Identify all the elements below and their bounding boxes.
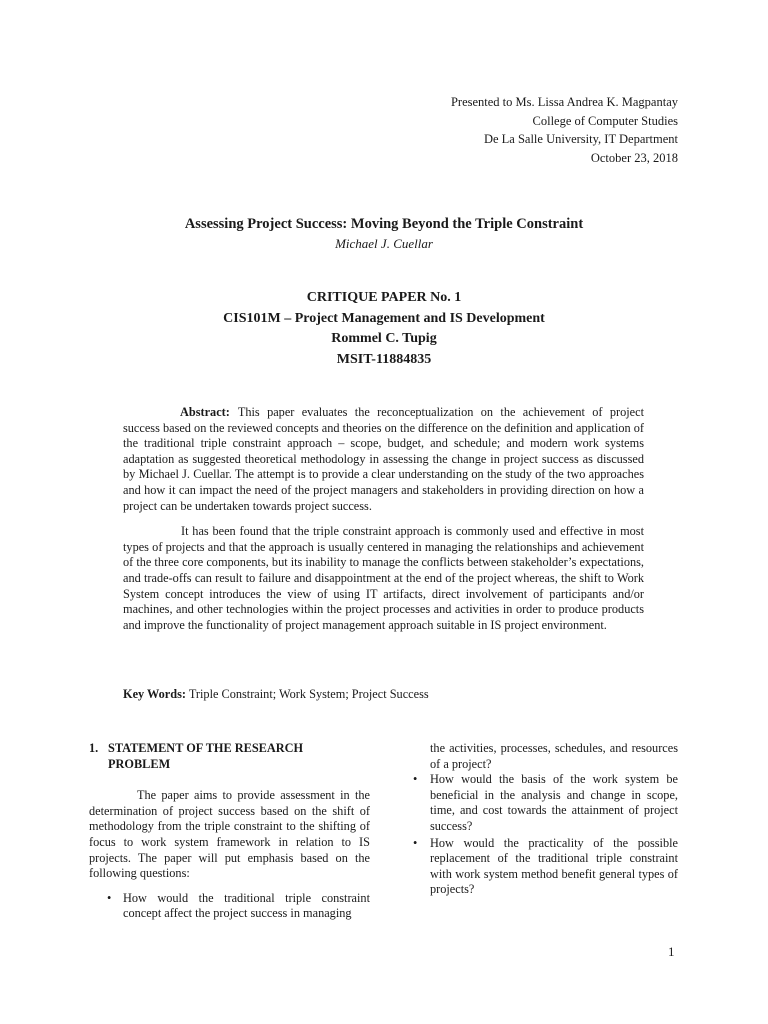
student-id: MSIT-11884835 [336, 351, 432, 367]
critique-number: CRITIQUE PAPER No. 1 [306, 290, 462, 305]
date-line: October 23, 2018 [590, 150, 678, 165]
critique-block [0, 288, 768, 370]
bullet-icon: • [413, 835, 418, 850]
course-title: CIS101M – Project Management and IS Development [223, 310, 545, 326]
list-item [413, 772, 678, 834]
bullet-icon: • [107, 890, 112, 905]
section-heading [89, 741, 370, 772]
section-title: STATEMENT OF THE RESEARCH PROBLEM [108, 741, 304, 771]
question-list-right [413, 772, 678, 898]
list-item [413, 836, 678, 898]
list-item [89, 891, 370, 922]
student-name: Rommel C. Tupig [331, 331, 437, 346]
question-2: How would the basis of the work system be beneficial in the analysis and change in scope, time, and cost towards the attainment of project success? [430, 772, 678, 833]
paper-author: Michael J. Cuellar [335, 236, 433, 251]
presented-to-line: Presented to Ms. Lissa Andrea K. Magpantay [450, 95, 678, 109]
keywords-text: Triple Constraint; Work System; Project Success [188, 687, 429, 701]
keywords-line [123, 687, 429, 702]
section-number: 1. [89, 741, 99, 755]
question-1-continued: the activities, processes, schedules, and resources of a project? [430, 741, 678, 771]
page-number: 1 [668, 944, 675, 959]
bullet-icon: • [413, 772, 418, 787]
question-3: How would the practicality of the possible replacement of the traditional triple constraint with work system method benefit general types of projects? [430, 835, 678, 897]
abstract-paragraph-2: It has been found that the triple constraint approach is commonly used and effective in most types of projects and that the approach is usually centered in managing the relationships and achievement of the three core components, but its inability to manage the conflicts between stakeholder’s expectations, and trade-offs can result to failure and disappointment at the end of the project whereas, the shift to Work System concept introduces the view of using IT artifacts, direct involvement of participants and/or machines, and other technologies within the project processes and activities in order to produce products and improve the functionality of project management approach suitable in IS project environment. [123, 524, 644, 632]
university-line: De La Salle University, IT Department [483, 132, 678, 146]
left-column [89, 741, 370, 923]
section-paragraph: The paper aims to provide assessment in the determination of project success based on the shift of methodology from the triple constraint to the shifting of focus to work system framework in relation to IS projects. The paper will put emphasis based on the following questions: [89, 788, 370, 881]
right-column [413, 741, 678, 899]
keywords-label: Key Words: [123, 687, 186, 701]
presented-to-block [451, 93, 678, 167]
abstract-text-1: This paper evaluates the reconceptualization on the achievement of project success based on the reviewed concepts and theories on the difference on the definition and application of the traditional triple constraint approach – scope, budget, and schedule; and modern work systems adaptation as suggested theoretical methodology in assessing the change in project success as discussed by Michael J. Cuellar. The attempt is to provide a clear understanding on the study of the two approaches and how it can impact the need of the project managers and stakeholders in providing direction on how a project can be undertaken towards project success. [123, 405, 644, 513]
abstract-label: Abstract: [180, 405, 230, 419]
abstract-paragraph-1 [123, 405, 644, 514]
question-1-start: How would the traditional triple constraint concept affect the project success in managing [123, 890, 370, 921]
paper-title: Assessing Project Success: Moving Beyond the Triple Constraint [184, 216, 584, 232]
abstract-section [123, 405, 644, 643]
college-line: College of Computer Studies [532, 113, 678, 128]
question-list-left [89, 891, 370, 922]
